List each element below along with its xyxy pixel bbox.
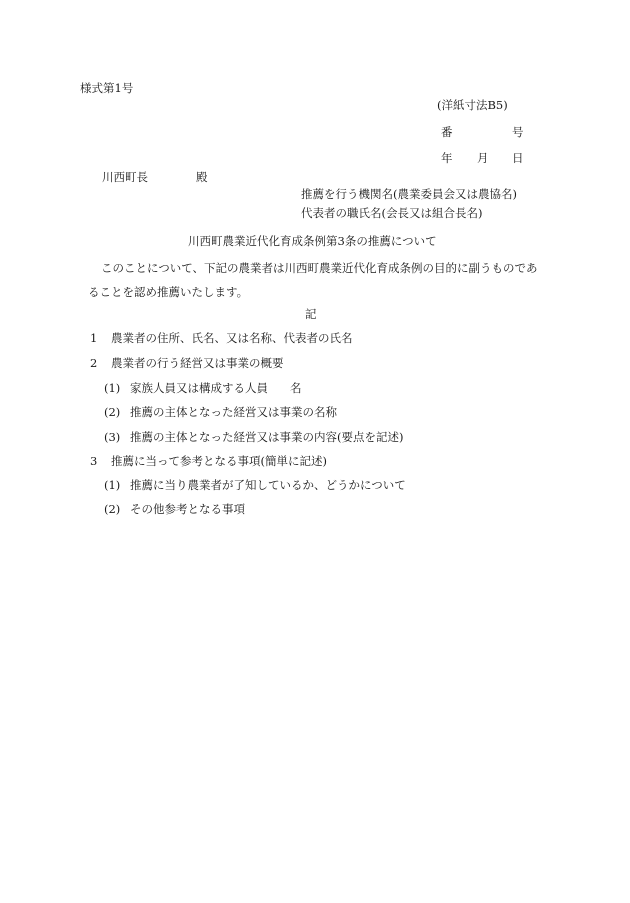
sub-item — [104, 404, 337, 420]
list-item-number: 2 — [90, 356, 98, 370]
sub-item-number: (1) — [104, 381, 121, 395]
reference-number-suffix: 号 — [512, 125, 524, 139]
body-text-line: このことについて、下記の農業者は川西町農業近代化育成条例の目的に副うものであ — [101, 261, 538, 275]
list-item-3 — [90, 453, 327, 469]
sub-item-text: 推薦の主体となった経営又は事業の名称 — [130, 405, 337, 419]
sender-organization: 推薦を行う機関名(農業委員会又は農協名) — [301, 187, 517, 201]
sub-item-number: (3) — [104, 430, 121, 444]
sub-item-text: 家族人員又は構成する人員 — [130, 381, 268, 395]
body-text-line: ることを認め推薦いたします。 — [88, 285, 249, 299]
date-day-label: 日 — [512, 151, 524, 165]
sub-item — [104, 380, 302, 396]
sub-item-suffix: 名 — [290, 381, 302, 395]
sub-item-number: (2) — [104, 405, 121, 419]
addressee-name: 川西町長 — [102, 170, 148, 184]
document-title: 川西町農業近代化育成条例第3条の推薦について — [188, 234, 437, 248]
form-number: 様式第1号 — [80, 81, 134, 95]
date-year-label: 年 — [441, 151, 453, 165]
addressee-honorific: 殿 — [196, 170, 208, 184]
sub-item-number: (2) — [104, 502, 121, 516]
list-item-2 — [90, 355, 284, 371]
list-item-text: 農業者の行う経営又は事業の概要 — [111, 356, 284, 370]
date-month-label: 月 — [477, 151, 489, 165]
sub-item-text: その他参考となる事項 — [130, 502, 245, 516]
list-item-1 — [90, 330, 353, 346]
sub-item — [104, 429, 403, 445]
list-item-number: 1 — [90, 331, 98, 345]
sub-item-text: 推薦に当り農業者が了知しているか、どうかについて — [130, 478, 406, 492]
sub-item-number: (1) — [104, 478, 121, 492]
ki-heading: 記 — [305, 307, 317, 321]
sub-item — [104, 501, 245, 517]
sender-representative: 代表者の職氏名(会長又は組合長名) — [301, 206, 483, 220]
sub-item — [104, 477, 406, 493]
sub-item-text: 推薦の主体となった経営又は事業の内容(要点を記述) — [130, 430, 404, 444]
paper-size-note: (洋紙寸法B5) — [437, 98, 508, 112]
list-item-text: 農業者の住所、氏名、又は名称、代表者の氏名 — [111, 331, 353, 345]
list-item-text: 推薦に当って参考となる事項(簡単に記述) — [111, 454, 327, 468]
reference-number-label: 番 — [441, 125, 453, 139]
list-item-number: 3 — [90, 454, 98, 468]
